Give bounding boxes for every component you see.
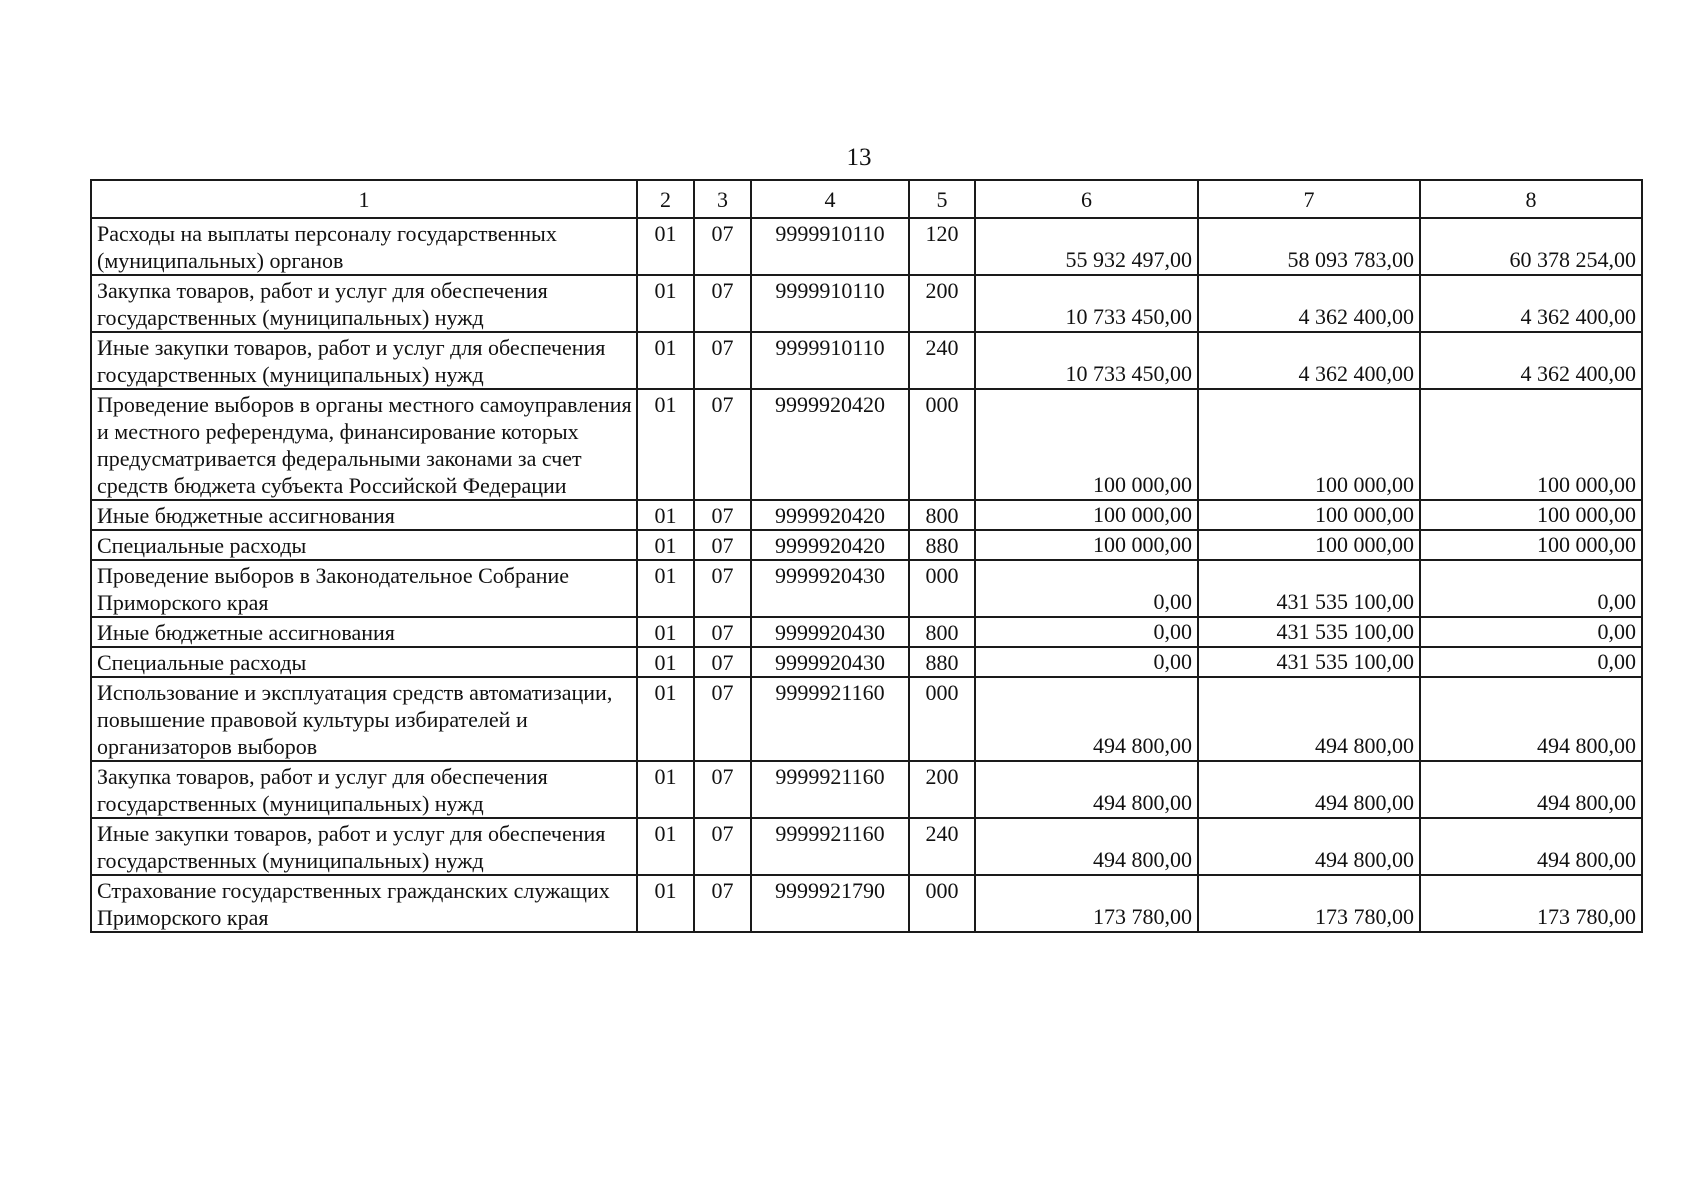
amount-col8-cell: 4 362 400,00 (1420, 332, 1642, 389)
expense-type-cell: 800 (909, 617, 975, 647)
target-article-cell: 9999920430 (751, 560, 909, 617)
amount-col6-cell: 494 800,00 (975, 677, 1198, 761)
subsection-code-cell: 07 (694, 677, 751, 761)
expense-name-cell: Иные бюджетные ассигнования (91, 617, 637, 647)
amount-col7-cell: 431 535 100,00 (1198, 617, 1420, 647)
table-row (91, 389, 1642, 500)
table-row (91, 218, 1642, 275)
target-article-cell: 9999921790 (751, 875, 909, 932)
expense-type-cell: 120 (909, 218, 975, 275)
subsection-code-cell: 07 (694, 647, 751, 677)
target-article-cell: 9999921160 (751, 818, 909, 875)
column-header-3: 3 (694, 180, 751, 218)
section-code-cell: 01 (637, 875, 694, 932)
subsection-code-cell: 07 (694, 617, 751, 647)
expense-name-cell: Страхование государственных гражданских служащих Приморского края (91, 875, 637, 932)
amount-col8-cell: 0,00 (1420, 647, 1642, 677)
subsection-code-cell: 07 (694, 332, 751, 389)
target-article-cell: 9999920420 (751, 500, 909, 530)
table-row (91, 530, 1642, 560)
target-article-cell: 9999910110 (751, 275, 909, 332)
target-article-cell: 9999920420 (751, 389, 909, 500)
amount-col6-cell: 0,00 (975, 617, 1198, 647)
table-row (91, 332, 1642, 389)
expense-type-cell: 800 (909, 500, 975, 530)
budget-table (90, 179, 1643, 933)
amount-col7-cell: 494 800,00 (1198, 677, 1420, 761)
column-header-2: 2 (637, 180, 694, 218)
column-header-1: 1 (91, 180, 637, 218)
expense-type-cell: 000 (909, 677, 975, 761)
amount-col8-cell: 4 362 400,00 (1420, 275, 1642, 332)
table-body (91, 180, 1642, 932)
section-code-cell: 01 (637, 389, 694, 500)
amount-col7-cell: 4 362 400,00 (1198, 332, 1420, 389)
table-row (91, 677, 1642, 761)
expense-name-cell: Расходы на выплаты персоналу государственных (муниципальных) органов (91, 218, 637, 275)
table-row (91, 818, 1642, 875)
table-row (91, 761, 1642, 818)
table-row (91, 560, 1642, 617)
column-header-4: 4 (751, 180, 909, 218)
subsection-code-cell: 07 (694, 818, 751, 875)
expense-name-cell: Проведение выборов в Законодательное Собрание Приморского края (91, 560, 637, 617)
expense-type-cell: 880 (909, 530, 975, 560)
section-code-cell: 01 (637, 677, 694, 761)
subsection-code-cell: 07 (694, 560, 751, 617)
table-row (91, 500, 1642, 530)
subsection-code-cell: 07 (694, 218, 751, 275)
amount-col6-cell: 100 000,00 (975, 530, 1198, 560)
column-header-8: 8 (1420, 180, 1642, 218)
amount-col6-cell: 0,00 (975, 560, 1198, 617)
expense-name-cell: Иные закупки товаров, работ и услуг для обеспечения государственных (муниципальных) нужд (91, 818, 637, 875)
section-code-cell: 01 (637, 560, 694, 617)
amount-col7-cell: 100 000,00 (1198, 389, 1420, 500)
target-article-cell: 9999910110 (751, 218, 909, 275)
expense-name-cell: Проведение выборов в органы местного самоуправления и местного референдума, финансирование которых предусматривается федеральными законами за счет средств бюджета субъекта Российской Федерации (91, 389, 637, 500)
amount-col6-cell: 494 800,00 (975, 818, 1198, 875)
amount-col7-cell: 173 780,00 (1198, 875, 1420, 932)
amount-col6-cell: 100 000,00 (975, 389, 1198, 500)
section-code-cell: 01 (637, 647, 694, 677)
target-article-cell: 9999921160 (751, 761, 909, 818)
amount-col7-cell: 431 535 100,00 (1198, 560, 1420, 617)
amount-col6-cell: 173 780,00 (975, 875, 1198, 932)
amount-col8-cell: 100 000,00 (1420, 500, 1642, 530)
section-code-cell: 01 (637, 332, 694, 389)
expense-name-cell: Использование и эксплуатация средств автоматизации, повышение правовой культуры избирателей и организаторов выборов (91, 677, 637, 761)
amount-col6-cell: 10 733 450,00 (975, 275, 1198, 332)
amount-col8-cell: 0,00 (1420, 560, 1642, 617)
column-header-6: 6 (975, 180, 1198, 218)
amount-col7-cell: 100 000,00 (1198, 530, 1420, 560)
table-row (91, 875, 1642, 932)
target-article-cell: 9999920430 (751, 647, 909, 677)
target-article-cell: 9999920430 (751, 617, 909, 647)
amount-col8-cell: 100 000,00 (1420, 530, 1642, 560)
header-row (91, 180, 1642, 218)
amount-col7-cell: 494 800,00 (1198, 818, 1420, 875)
table-row (91, 617, 1642, 647)
amount-col7-cell: 58 093 783,00 (1198, 218, 1420, 275)
subsection-code-cell: 07 (694, 875, 751, 932)
expense-name-cell: Закупка товаров, работ и услуг для обеспечения государственных (муниципальных) нужд (91, 275, 637, 332)
subsection-code-cell: 07 (694, 275, 751, 332)
expense-name-cell: Специальные расходы (91, 647, 637, 677)
amount-col8-cell: 0,00 (1420, 617, 1642, 647)
expense-type-cell: 000 (909, 389, 975, 500)
amount-col8-cell: 494 800,00 (1420, 761, 1642, 818)
target-article-cell: 9999921160 (751, 677, 909, 761)
section-code-cell: 01 (637, 530, 694, 560)
amount-col6-cell: 10 733 450,00 (975, 332, 1198, 389)
expense-name-cell: Иные бюджетные ассигнования (91, 500, 637, 530)
amount-col8-cell: 100 000,00 (1420, 389, 1642, 500)
expense-type-cell: 240 (909, 332, 975, 389)
expense-type-cell: 200 (909, 275, 975, 332)
target-article-cell: 9999920420 (751, 530, 909, 560)
amount-col6-cell: 55 932 497,00 (975, 218, 1198, 275)
expense-type-cell: 240 (909, 818, 975, 875)
expense-name-cell: Иные закупки товаров, работ и услуг для обеспечения государственных (муниципальных) нужд (91, 332, 637, 389)
amount-col8-cell: 494 800,00 (1420, 818, 1642, 875)
expense-type-cell: 000 (909, 875, 975, 932)
expense-type-cell: 000 (909, 560, 975, 617)
section-code-cell: 01 (637, 500, 694, 530)
expense-type-cell: 200 (909, 761, 975, 818)
section-code-cell: 01 (637, 818, 694, 875)
page-number: 13 (846, 144, 872, 171)
amount-col6-cell: 100 000,00 (975, 500, 1198, 530)
amount-col7-cell: 431 535 100,00 (1198, 647, 1420, 677)
expense-type-cell: 880 (909, 647, 975, 677)
subsection-code-cell: 07 (694, 530, 751, 560)
subsection-code-cell: 07 (694, 761, 751, 818)
amount-col8-cell: 494 800,00 (1420, 677, 1642, 761)
column-header-7: 7 (1198, 180, 1420, 218)
expense-name-cell: Специальные расходы (91, 530, 637, 560)
section-code-cell: 01 (637, 617, 694, 647)
section-code-cell: 01 (637, 761, 694, 818)
amount-col7-cell: 4 362 400,00 (1198, 275, 1420, 332)
table-row (91, 647, 1642, 677)
amount-col6-cell: 494 800,00 (975, 761, 1198, 818)
amount-col8-cell: 60 378 254,00 (1420, 218, 1642, 275)
amount-col7-cell: 494 800,00 (1198, 761, 1420, 818)
column-header-5: 5 (909, 180, 975, 218)
section-code-cell: 01 (637, 275, 694, 332)
amount-col6-cell: 0,00 (975, 647, 1198, 677)
subsection-code-cell: 07 (694, 389, 751, 500)
target-article-cell: 9999910110 (751, 332, 909, 389)
expense-name-cell: Закупка товаров, работ и услуг для обеспечения государственных (муниципальных) нужд (91, 761, 637, 818)
section-code-cell: 01 (637, 218, 694, 275)
table-row (91, 275, 1642, 332)
amount-col7-cell: 100 000,00 (1198, 500, 1420, 530)
amount-col8-cell: 173 780,00 (1420, 875, 1642, 932)
subsection-code-cell: 07 (694, 500, 751, 530)
